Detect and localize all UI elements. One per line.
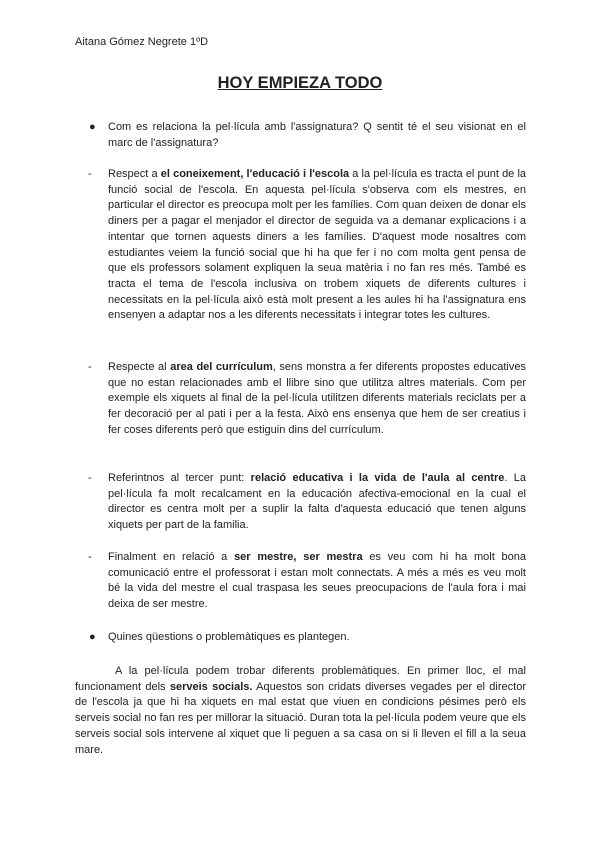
item-3-intro: Referintnos al tercer punt: xyxy=(108,472,251,484)
item-educational-relation xyxy=(108,471,526,534)
item-being-teacher xyxy=(108,550,526,613)
item-1-body: a la pel·lícula es tracta el punt de la funció social de l'escola. En aquesta pel·lícula s'observa com els mestres, en particular el director es preocupa molt per les famílies. Com quan deixen de donar els diners per a pagar el menjador el director de seguida va a demanar explicacions i a intentar que tornen aquests diners a les famílies. D'aquest mode nosaltres com estudiantes veiem la funció social que hi ha que fer i no com molta gent pensa de que els professors solament expliquen la seua matèria i no fan res més. També es tracta el tema de l'escola inclusiva on trobem xiquets de diferents cultures i necessitats en la pel·lícula això està molt present a les aules hi ha l'assignatura ens ensenyen a adaptar nos a les diferents necessitats i integrar totes les cultures. xyxy=(108,168,527,322)
item-knowledge-education xyxy=(108,167,526,324)
item-2-body: , sens monstra a fer diferents propostes educatives que no estan relacionades amb el llibre sino que utilitza altres materials. Com per exemple els xiquets al final de la pel·lícula utilitzen diferents materials reciclats per a fer decoració per al pati i per a la festa. Això ens ensenya que hem de ser creatius i fer coses diferents però que estiguin dins del currículum. xyxy=(108,361,526,436)
item-1-keyword: el coneixement, l'educació i l'escola xyxy=(160,168,350,180)
page-title: HOY EMPIEZA TODO xyxy=(217,74,383,92)
dash-marker: - xyxy=(88,551,92,563)
dash-marker: - xyxy=(88,361,92,373)
item-4-keyword: ser mestre, ser mestra xyxy=(234,551,363,563)
para-body: Aquestos son cridats diverses vegades per el director de l'escola ja que hi ha xiquets en mal estat que viuen en condicions pésimes però els serveis social no fan res per millorar la situació. Duran tota la pel·lícula podem veure que els serveis social sols intervene al xiquet que li peguen a sa casa on si li lleven el fill a la seua mare. xyxy=(75,680,526,756)
item-3-body: . La pel·lícula fa molt recalcament en la educación afectiva-emocional en la cual el director es centra molt per a suplir la falta d'aquesta educació que tenen alguns xiquets per part de la familia. xyxy=(108,472,526,532)
item-curriculum xyxy=(108,360,526,439)
item-2-intro: Respecte al xyxy=(108,361,171,373)
dash-marker: - xyxy=(88,472,92,484)
item-1-intro: Respect a xyxy=(108,168,161,180)
para-intro: A la pel·lícula podem trobar diferents problemàtiques. En primer lloc, el mal funcionament dels xyxy=(75,665,526,693)
author-header: Aitana Gómez Negrete 1ºD xyxy=(75,36,209,48)
item-4-intro: Finalment en relació a xyxy=(108,551,235,563)
item-2-keyword: area del currículum xyxy=(170,361,273,373)
item-3-keyword: relació educativa i la vida de l'aula al centre xyxy=(250,472,505,484)
question-1: Com es relaciona la pel·lícula amb l'assignatura? Q sentit té el seu visionat en el marc de l'assignatura? xyxy=(108,121,526,149)
bullet-icon: ● xyxy=(89,631,96,643)
question-2: Quines qüestions o problemàtiques es plantegen. xyxy=(108,631,350,643)
para-keyword: serveis socials. xyxy=(169,680,253,693)
item-4-body: es veu com hi ha molt bona comunicació entre el professorat i estan molt connectats. A més a més es veu molt bé la vida del mestre el cual traspasa les seues preocupacions de l'aula fora i mai deixa de ser mestre. xyxy=(108,551,526,611)
problems-paragraph xyxy=(75,664,526,758)
bullet-icon: ● xyxy=(89,121,96,133)
dash-marker: - xyxy=(88,168,92,180)
